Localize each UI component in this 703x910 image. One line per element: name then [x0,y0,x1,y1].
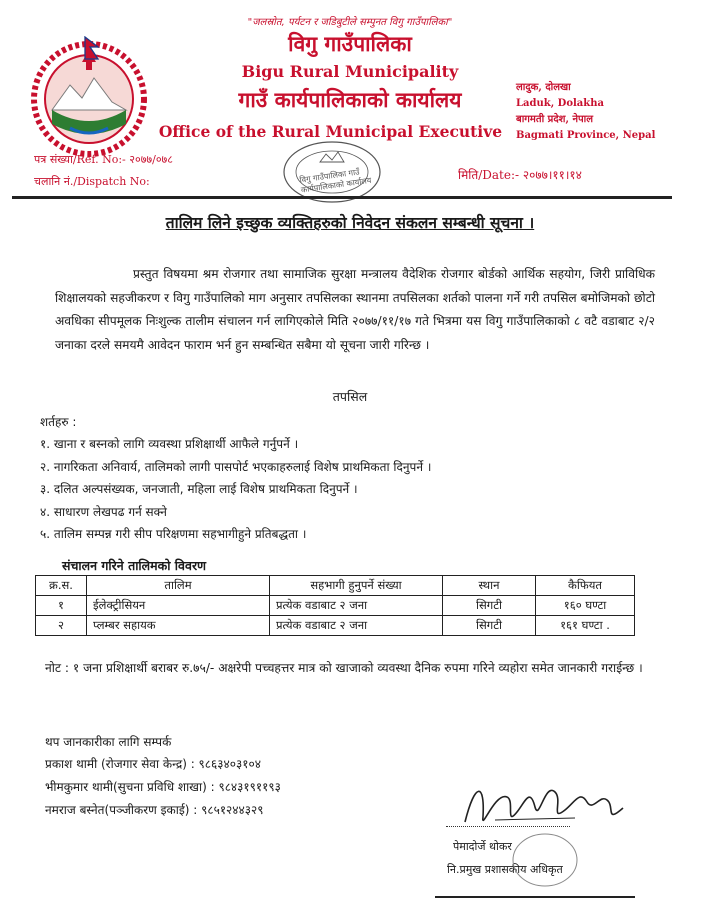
contact-item: प्रकाश थामी (रोजगार सेवा केन्द्र) : ९८६३४०३१०४ [45,757,261,771]
address-line: Laduk, Dolakha [516,98,604,109]
signatory-name: पेमादोर्जे थोकर [453,840,512,853]
table-header-cell: क्र.स. [36,576,87,596]
contacts-heading: थप जानकारीका लागि सम्पर्क [45,735,172,749]
table-cell: सिगटी [443,616,536,636]
dispatch-number: चलानि नं./Dispatch No: [34,175,150,188]
condition-item: ३. दलित अल्पसंख्यक, जनजाती, महिला लाई विशेष प्राथमिकता दिनुपर्ने । [40,482,358,496]
address-line: बागमती प्रदेश, नेपाल [516,114,594,125]
table-row [36,596,635,616]
table-row [36,616,635,636]
table-cell: २ [36,616,87,636]
body-paragraph: प्रस्तुत विषयमा श्रम रोजगार तथा सामाजिक सुरक्षा मन्त्रालय वैदेशिक रोजगार बोर्डको आर्थिक सहयोग, जिरी प्राविधिक शिक्षालयको सहजीकरण र विगु गाउँपालिको माग अनुसार तपसिलका स्थानमा तपसिलका शर्तको पालना गर्ने गरी तपसिल बमोजिमको छोटो अवधिका सीपमूलक निःशुल्क तालीम संचालन गर्न लागिएकोले मिति २०७७/११/१७ गते भित्रमा यस विगु गाउँपालिकाको ८ वटै वडाबाट २/२ जनाका दरले समयमै आवेदन फाराम भर्न हुन सम्बन्धित सबैमा यो सूचना जारी गरिन्छ । [55,267,655,352]
table-cell: १६० घण्टा [536,596,635,616]
conditions-list [40,433,431,546]
conditions-heading: शर्तहरु : [40,415,77,429]
bottom-divider [435,896,635,898]
address-block [516,80,676,144]
header-divider [12,196,672,199]
signature-line [446,826,570,827]
table-header-cell: सहभागी हुनुपर्ने संख्या [270,576,443,596]
contact-item: भीमकुमार थामी(सुचना प्रविधि शाखा) : ९८४३१९११९३ [45,780,281,794]
training-table [35,575,635,636]
table-cell: ईलेक्ट्रीसियन [87,596,270,616]
table-header-cell: तालिम [87,576,270,596]
tapasil-heading: तपसिल [332,389,368,404]
notice-subject: तालिम लिने इच्छुक व्यक्तिहरुको निवेदन संकलन सम्बन्धी सूचना । [165,214,535,232]
table-cell: प्रत्येक वडाबाट २ जना [270,596,443,616]
contact-item: नमराज बस्नेत(पञ्जीकरण इकाई) : ९८५१२४४३२९ [45,803,264,817]
motto: "जलस्रोत, पर्यटन र जडिबुटीले सम्पुनत विगु गाउँपालिका" [247,17,453,28]
municipality-name-nepali: विगु गाउँपालिका [288,32,412,56]
condition-item: ४. साधारण लेखपढ गर्न सक्ने [40,504,167,519]
table-header-cell: स्थान [443,576,536,596]
office-name-nepali: गाउँ कार्यपालिकाको कार्यालय [238,88,462,112]
table-cell: प्लम्बर सहायक [87,616,270,636]
training-table-title: संचालन गरिने तालिमको विवरण [62,558,207,573]
contacts-list [45,753,281,822]
table-cell: १६१ घण्टा . [536,616,635,636]
signature-stamp [510,830,580,890]
condition-item: ५. तालिम सम्पन्न गरी सीप परिक्षणमा सहभागीहुने प्रतिबद्धता । [40,527,307,541]
stamp-text: विगु गाउँपालिका गाउँ कार्यपालिकाको कार्यालय [299,167,372,195]
nepal-flag-icon [84,36,100,60]
note-paragraph: नोट : १ जना प्रशिक्षार्थी बराबर रु.७५/- अक्षरेपी पच्चहत्तर मात्र को खाजाको व्यवस्था दैनिक रुपमा गरिने व्यहोरा समेत जानकारी गराईन्छ । [45,661,643,675]
reference-number: पत्र संख्या/Ref. No:- २०७७/०७८ [34,153,173,166]
address-line: लादुक, दोलखा [516,82,571,93]
letter-date: मिति/Date:- २०७७।११।१४ [458,168,582,182]
table-header-row [36,576,635,596]
table-header-cell: कैफियत [536,576,635,596]
municipality-name-english: Bigu Rural Municipality [241,62,459,81]
condition-item: १. खाना र बस्नको लागि व्यवस्था प्रशिक्षार्थी आफैले गर्नुपर्ने । [40,437,299,451]
office-name-english: Office of the Rural Municipal Executive [158,122,503,141]
signatory-title: नि.प्रमुख प्रशासकीय अधिकृत [447,863,563,876]
condition-item: २. नागरिकता अनिवार्य, तालिमको लागी पासपोर्ट भएकाहरुलाई विशेष प्राथमिकता दिनुपर्ने । [40,459,432,474]
table-cell: १ [36,596,87,616]
table-cell: सिगटी [443,596,536,616]
table-cell: प्रत्येक वडाबाट २ जना [270,616,443,636]
address-line: Bagmati Province, Nepal [516,130,656,141]
